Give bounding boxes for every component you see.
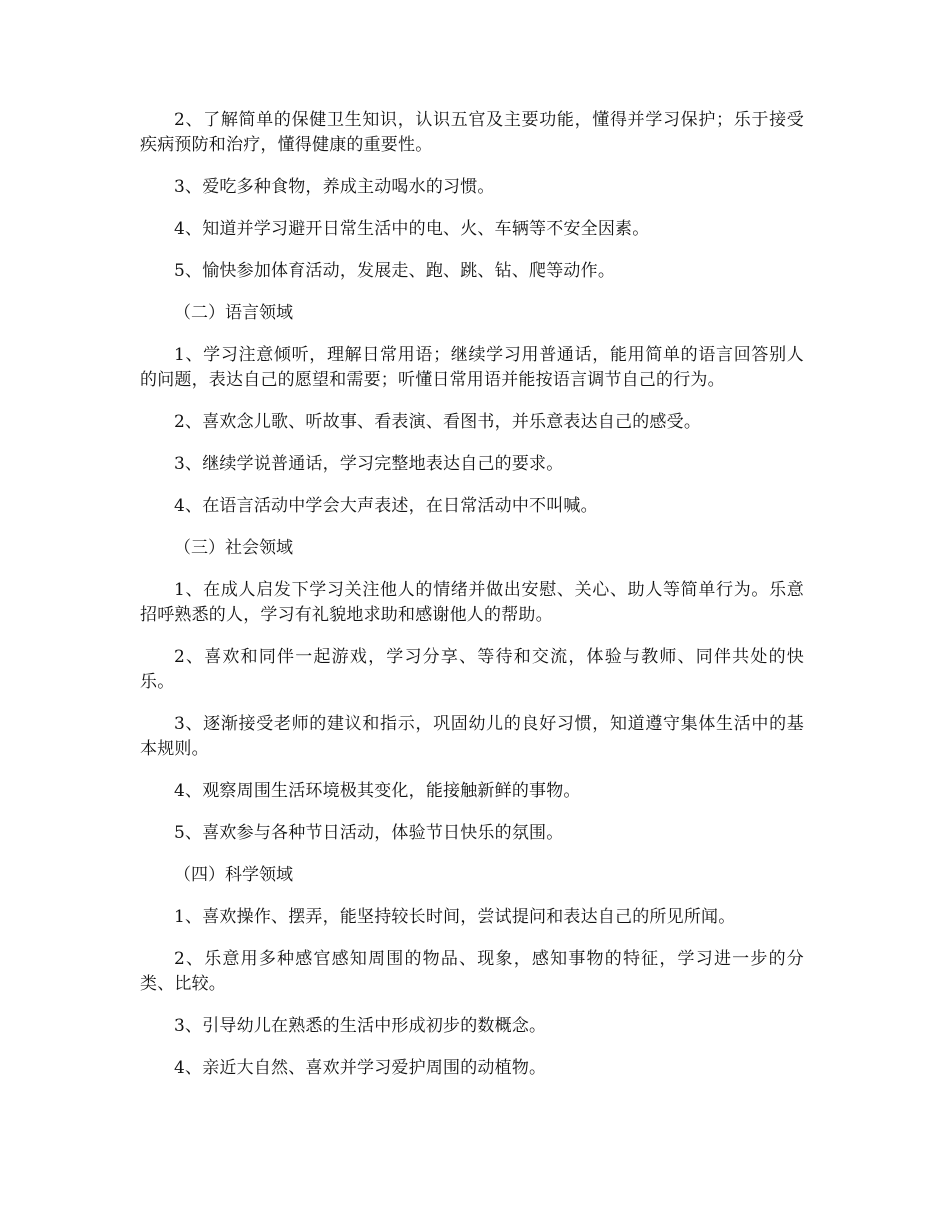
health-item-3: 3、爱吃多种食物，养成主动喝水的习惯。	[174, 177, 495, 197]
document-body	[140, 108, 804, 1098]
social-item-2: 2、喜欢和同伴一起游戏，学习分享、等待和交流，体验与教师、同伴共处的快乐。	[140, 647, 804, 692]
social-item-4: 4、观察周围生活环境极其变化，能接触新鲜的事物。	[174, 781, 581, 801]
language-item-4: 4、在语言活动中学会大声表述，在日常活动中不叫喊。	[174, 496, 598, 516]
science-item-3: 3、引导幼儿在熟悉的生活中形成初步的数概念。	[174, 1016, 547, 1036]
language-item-3: 3、继续学说普通话，学习完整地表达自己的要求。	[174, 454, 564, 474]
science-item-1: 1、喜欢操作、摆弄，能坚持较长时间，尝试提问和表达自己的所见所闻。	[174, 907, 736, 927]
health-item-5: 5、愉快参加体育活动，发展走、跑、跳、钻、爬等动作。	[174, 261, 616, 281]
section-heading-science: （四）科学领域	[174, 865, 293, 885]
science-item-4: 4、亲近大自然、喜欢并学习爱护周围的动植物。	[174, 1058, 547, 1078]
social-item-3: 3、逐渐接受老师的建议和指示，巩固幼儿的良好习惯，知道遵守集体生活中的基本规则。	[140, 714, 804, 759]
health-item-4: 4、知道并学习避开日常生活中的电、火、车辆等不安全因素。	[174, 219, 650, 239]
language-item-1: 1、学习注意倾听，理解日常用语；继续学习用普通话，能用简单的语言回答别人的问题，表达自己的愿望和需要；听懂日常用语并能按语言调节自己的行为。	[140, 345, 804, 390]
science-item-2: 2、乐意用多种感官感知周围的物品、现象，感知事物的特征，学习进一步的分类、比较。	[140, 949, 804, 994]
section-heading-social: （三）社会领域	[174, 538, 293, 558]
health-item-2: 2、了解简单的保健卫生知识，认识五官及主要功能，懂得并学习保护；乐于接受疾病预防和治疗，懂得健康的重要性。	[140, 110, 804, 155]
language-item-2: 2、喜欢念儿歌、听故事、看表演、看图书，并乐意表达自己的感受。	[174, 412, 702, 432]
social-item-1: 1、在成人启发下学习关注他人的情绪并做出安慰、关心、助人等简单行为。乐意招呼熟悉的人，学习有礼貌地求助和感谢他人的帮助。	[140, 580, 804, 625]
social-item-5: 5、喜欢参与各种节日活动，体验节日快乐的氛围。	[174, 823, 564, 843]
section-heading-language: （二）语言领域	[174, 303, 293, 323]
